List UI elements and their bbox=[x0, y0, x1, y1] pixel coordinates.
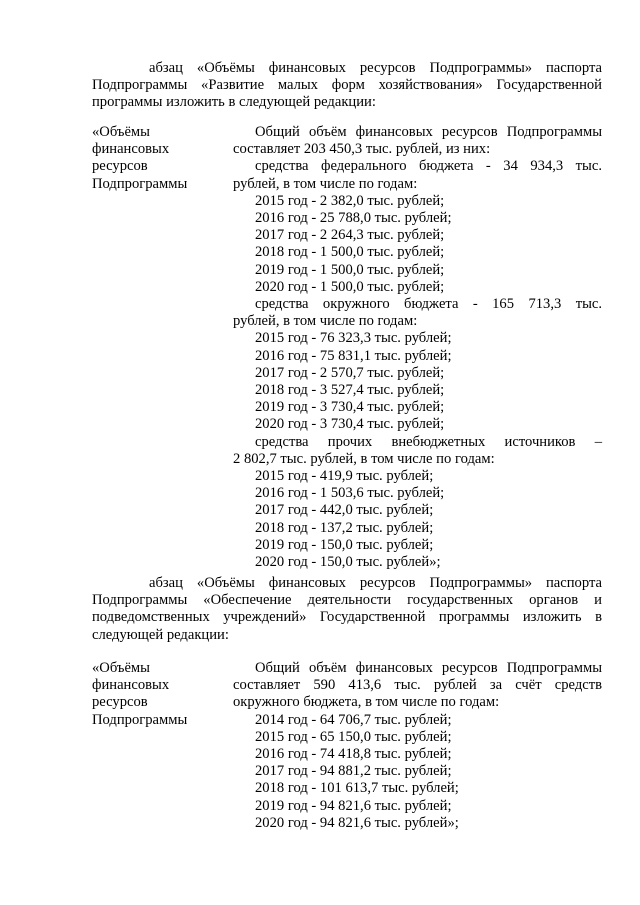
amendment-paragraph-2: абзац «Объёмы финансовых ресурсов Подпрограммы» паспорта Подпрограммы «Обеспечение деятельности государственных органов и подведомственных учреждений» Государственной программы изложить в следующей редакции: bbox=[92, 575, 602, 643]
federal-year-line: 2020 год - 1 500,0 тыс. рублей; bbox=[255, 278, 445, 295]
federal-year-line: 2016 год - 25 788,0 тыс. рублей; bbox=[255, 210, 452, 227]
total-line: составляет 203 450,3 тыс. рублей, из них: bbox=[233, 141, 491, 158]
federal-heading: средства федерального бюджета - 34 934,3 тыс. bbox=[255, 158, 602, 175]
year-line: 2016 год - 74 418,8 тыс. рублей; bbox=[255, 746, 452, 763]
district-heading: средства окружного бюджета - 165 713,3 тыс. bbox=[255, 296, 602, 313]
total-line: составляет 590 413,6 тыс. рублей за счёт средств bbox=[233, 677, 602, 694]
federal-year-line: 2015 год - 2 382,0 тыс. рублей; bbox=[255, 192, 445, 209]
federal-year-line: 2018 год - 1 500,0 тыс. рублей; bbox=[255, 244, 445, 261]
other-heading: средства прочих внебюджетных источников – bbox=[255, 433, 602, 450]
other-year-line: 2015 год - 419,9 тыс. рублей; bbox=[255, 468, 434, 485]
total-line: окружного бюджета, в том числе по годам: bbox=[233, 694, 500, 711]
other-year-line: 2019 год - 150,0 тыс. рублей; bbox=[255, 536, 434, 553]
financing-content-1 bbox=[233, 124, 602, 571]
amendment-paragraph-1: абзац «Объёмы финансовых ресурсов Подпрограммы» паспорта Подпрограммы «Развитие малых форм хозяйствования» Государственной программы изложить в следующей редакции: bbox=[92, 60, 602, 111]
financing-label-1: «Объёмы финансовых ресурсов Подпрограммы bbox=[92, 124, 188, 192]
year-line: 2015 год - 65 150,0 тыс. рублей; bbox=[255, 728, 452, 745]
district-year-line: 2019 год - 3 730,4 тыс. рублей; bbox=[255, 399, 445, 416]
other-year-line: 2016 год - 1 503,6 тыс. рублей; bbox=[255, 485, 445, 502]
year-line: 2014 год - 64 706,7 тыс. рублей; bbox=[255, 711, 452, 728]
year-line: 2017 год - 94 881,2 тыс. рублей; bbox=[255, 763, 452, 780]
year-line: 2019 год - 94 821,6 тыс. рублей; bbox=[255, 797, 452, 814]
district-heading: рублей, в том числе по годам: bbox=[233, 313, 418, 330]
other-year-line: 2018 год - 137,2 тыс. рублей; bbox=[255, 519, 434, 536]
other-heading: 2 802,7 тыс. рублей, в том числе по годам: bbox=[233, 450, 495, 467]
financing-label-2: «Объёмы финансовых ресурсов Подпрограммы bbox=[92, 660, 188, 728]
district-year-line: 2016 год - 75 831,1 тыс. рублей; bbox=[255, 347, 452, 364]
other-year-line: 2017 год - 442,0 тыс. рублей; bbox=[255, 502, 434, 519]
year-line: 2018 год - 101 613,7 тыс. рублей; bbox=[255, 780, 459, 797]
total-line: Общий объём финансовых ресурсов Подпрограммы bbox=[255, 660, 602, 676]
federal-heading: рублей, в том числе по годам: bbox=[233, 175, 418, 192]
federal-year-line: 2017 год - 2 264,3 тыс. рублей; bbox=[255, 227, 445, 244]
district-year-line: 2018 год - 3 527,4 тыс. рублей; bbox=[255, 382, 445, 399]
year-line: 2020 год - 94 821,6 тыс. рублей»; bbox=[255, 814, 459, 831]
district-year-line: 2015 год - 76 323,3 тыс. рублей; bbox=[255, 330, 452, 347]
total-line: Общий объём финансовых ресурсов Подпрограммы bbox=[255, 124, 602, 140]
other-year-line: 2020 год - 150,0 тыс. рублей»; bbox=[255, 554, 441, 571]
district-year-line: 2020 год - 3 730,4 тыс. рублей; bbox=[255, 416, 445, 433]
federal-year-line: 2019 год - 1 500,0 тыс. рублей; bbox=[255, 261, 445, 278]
district-year-line: 2017 год - 2 570,7 тыс. рублей; bbox=[255, 364, 445, 381]
financing-content-2 bbox=[233, 660, 602, 832]
